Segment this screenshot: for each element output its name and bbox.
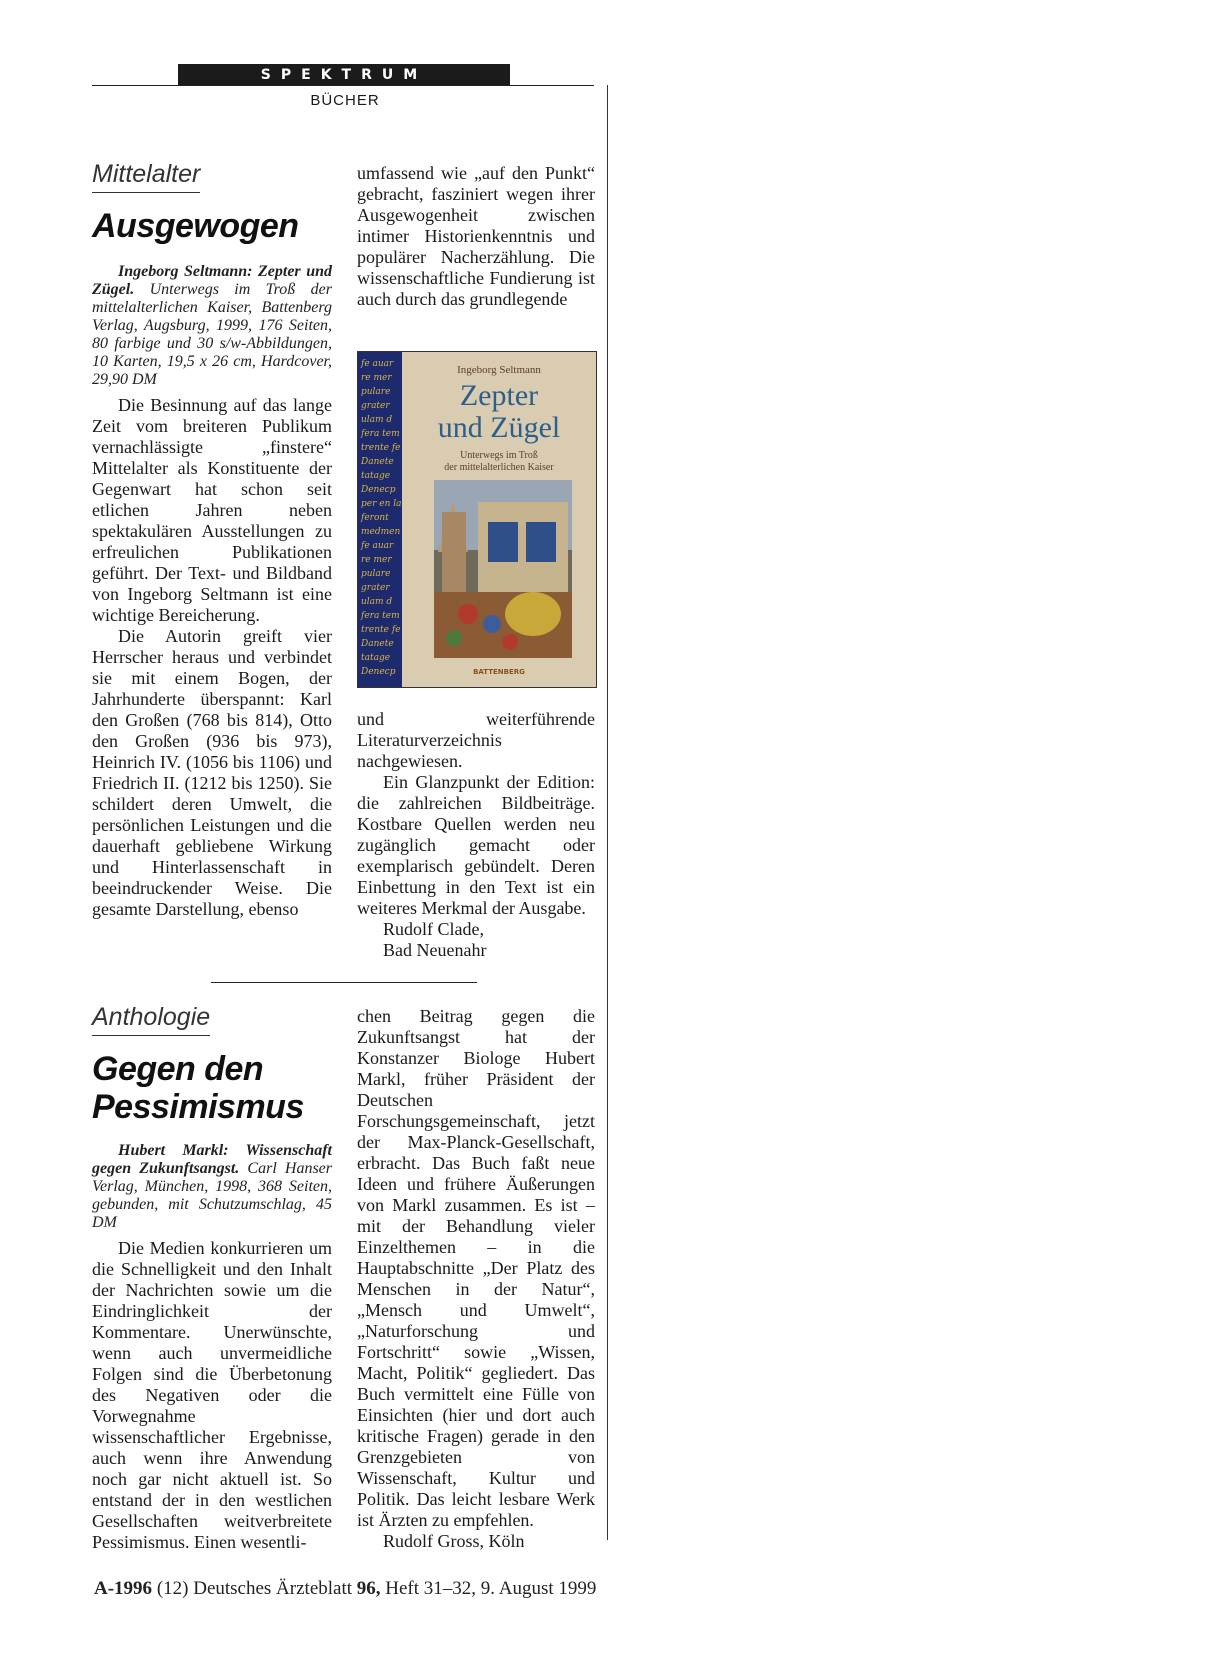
cover-subtitle-line1: Unterwegs im Troß	[460, 450, 538, 461]
article2-col2	[357, 1006, 595, 1552]
article1-paragraph: und weiterführende Literaturverzeichnis nachgewiesen.	[357, 709, 595, 771]
article2-paragraph: Die Medien konkurrieren um die Schnelligkeit und den Inhalt der Nachrichten sowie um die Eindringlichkeit der Kommentare. Unerwünschte, wenn auch unvermeidliche Folgen sind die Überbetonung des Negativen oder die Vorwegnahme wissenschaftlicher Ergebnisse, auch wenn ihre Anwendung noch gar nicht aktuell ist. So entstand der in den westlichen Gesellschaften weitverbreitete Pessimismus. Einen wesentli-	[92, 1238, 332, 1552]
article2-paragraph: chen Beitrag gegen die Zukunftsangst hat der Konstanzer Biologe Hubert Markl, früher Präsident der Deutschen Forschungsgemeinschaft, jetzt der Max-Planck-Gesellschaft, erbracht. Das Buch faßt neue Ideen und frühere Äußerungen von Markl zusammen. Es ist – mit der Behandlung vieler Einzelthemen – in die Hauptabschnitte „Der Platz des Menschen in der Natur“, „Mensch und Umwelt“, „Naturforschung und Fortschritt“ sowie „Wissen, Macht, Politik“ gegliedert. Das Buch vermittelt eine Fülle von Einsichten (hier und dort auch kritische Fragen) gerade in den Grenzgebieten von Wissenschaft, Kultur und Politik. Das leicht lesbare Werk ist Ärzten zu empfehlen.	[357, 1006, 595, 1530]
svg-text:Denecp: Denecp	[361, 485, 396, 495]
article2-kicker: Anthologie	[92, 1003, 210, 1036]
article2-bibliography	[92, 1142, 332, 1232]
article2-book-details: Carl Hanser Verlag, München, 1998, 368 Seiten, gebunden, mit Schutzumschlag, 45 DM	[92, 1160, 333, 1231]
footer-page-number: A-1996	[94, 1578, 153, 1599]
header-rule	[92, 85, 594, 86]
svg-text:Danete: Danete	[361, 457, 394, 467]
svg-text:ulam d: ulam d	[361, 597, 393, 607]
article2-signature: Rudolf Gross, Köln	[383, 1531, 525, 1551]
book-cover-image	[357, 351, 597, 688]
column-rule	[607, 85, 608, 1540]
article2-headline	[92, 1050, 332, 1126]
svg-text:pulare: pulare	[361, 387, 391, 397]
article1-paragraph: umfassend wie „auf den Punkt“ gebracht, fasziniert wegen ihrer Ausgewogenheit zwischen intimer Historienkenntnis und populärer Nacherzählung. Die wissenschaftliche Fundierung ist auch durch das grundlegende	[357, 163, 595, 309]
article-separator	[211, 982, 477, 983]
svg-text:feront: feront	[361, 513, 389, 523]
article1-paragraph: Die Besinnung auf das lange Zeit vom breiteren Publikum vernachlässigte „finstere“ Mittelalter als Konstituente der Gegenwart hat schon seit etlichen Jahren neben spektakulären Ausstellungen zu erfreulichen Publikationen geführt. Der Text- und Bildband von Ingeborg Seltmann ist eine wichtige Bereicherung.	[92, 395, 332, 625]
svg-text:tatage: tatage	[361, 471, 391, 481]
svg-text:per en la: per en la	[361, 499, 402, 509]
svg-text:pulare: pulare	[361, 569, 391, 579]
svg-text:medmen: medmen	[361, 527, 401, 537]
article2-book-title: Hubert Markl: Wissenschaft gegen Zukunftsangst.	[92, 1142, 332, 1177]
cover-subtitle	[402, 450, 596, 474]
svg-text:Danete: Danete	[361, 639, 394, 649]
cover-title	[402, 380, 596, 444]
svg-text:grater: grater	[361, 401, 390, 411]
svg-text:fera tem: fera tem	[361, 611, 400, 621]
svg-text:fe auar: fe auar	[361, 359, 394, 369]
article1-paragraph: Die Autorin greift vier Herrscher heraus und verbindet sie mit einem Bogen, der Jahrhunderte überspannt: Karl den Großen (768 bis 814), Otto den Großen (936 bis 973), Heinrich IV. (1056 bis 1106) und Friedrich II. (1212 bis 1250). Sie schildert deren Umwelt, die persönlichen Leistungen und die dauerhaft gebliebene Wirkung und Hinterlassenschaft in beeindruckender Weise. Die gesamte Darstellung, ebenso	[92, 626, 332, 919]
article2-headline-line2: Pessimismus	[92, 1088, 304, 1126]
section-banner: SPEKTRUM	[178, 64, 510, 86]
article2-col1	[92, 1238, 332, 1553]
article1-head	[92, 160, 332, 920]
article1-kicker: Mittelalter	[92, 160, 200, 193]
cover-subtitle-line2: der mittelalterlichen Kaiser	[444, 462, 554, 473]
article1-col2-bottom	[357, 709, 595, 961]
footer-journal: (12) Deutsches Ärzteblatt	[152, 1578, 357, 1599]
article1-col2-top	[357, 163, 595, 310]
cover-publisher: BATTENBERG	[473, 668, 525, 676]
svg-text:re mer: re mer	[361, 373, 392, 383]
article1-headline: Ausgewogen	[92, 207, 299, 245]
footer-volume: 96,	[356, 1578, 381, 1599]
article1-bibliography	[92, 263, 332, 389]
svg-text:Denecp: Denecp	[361, 667, 396, 677]
article1-col1	[92, 395, 332, 920]
article1-paragraph: Ein Glanzpunkt der Edition: die zahlreichen Bildbeiträge. Kostbare Quellen werden neu zugänglich gemacht oder exemplarisch gebündelt. Deren Einbettung in den Text ist ein weiteres Merkmal der Ausgabe.	[357, 772, 595, 918]
article2-head	[92, 1003, 332, 1553]
cover-title-line2: und Zügel	[437, 411, 561, 444]
svg-text:fera tem: fera tem	[361, 429, 400, 439]
article2-headline-line1: Gegen den	[92, 1050, 264, 1088]
svg-text:fe auar: fe auar	[361, 541, 394, 551]
cover-author: Ingeborg Seltmann	[457, 364, 541, 376]
svg-text:tatage: tatage	[361, 653, 391, 663]
svg-text:grater: grater	[361, 583, 390, 593]
article1-signature-place: Bad Neuenahr	[383, 940, 487, 960]
article1-signature-name: Rudolf Clade,	[383, 919, 484, 939]
page-footer	[94, 1578, 596, 1600]
svg-text:trente fe: trente fe	[361, 443, 401, 453]
svg-text:trente fe: trente fe	[361, 625, 401, 635]
svg-text:ulam d: ulam d	[361, 415, 393, 425]
subsection-label: BÜCHER	[310, 92, 380, 109]
article1-book-details: Unterwegs im Troß der mittelalterlichen Kaiser, Battenberg Verlag, Augsburg, 1999, 176 Seiten, 80 farbige und 30 s/w-Abbildungen, 10 Karten, 19,5 x 26 cm, Hardcover, 29,90 DM	[92, 281, 332, 388]
cover-title-line1: Zepter	[459, 379, 539, 412]
article1-book-title: Ingeborg Seltmann: Zepter und Zügel.	[92, 263, 332, 298]
footer-issue: Heft 31–32, 9. August 1999	[380, 1578, 597, 1599]
svg-text:re mer: re mer	[361, 555, 392, 565]
